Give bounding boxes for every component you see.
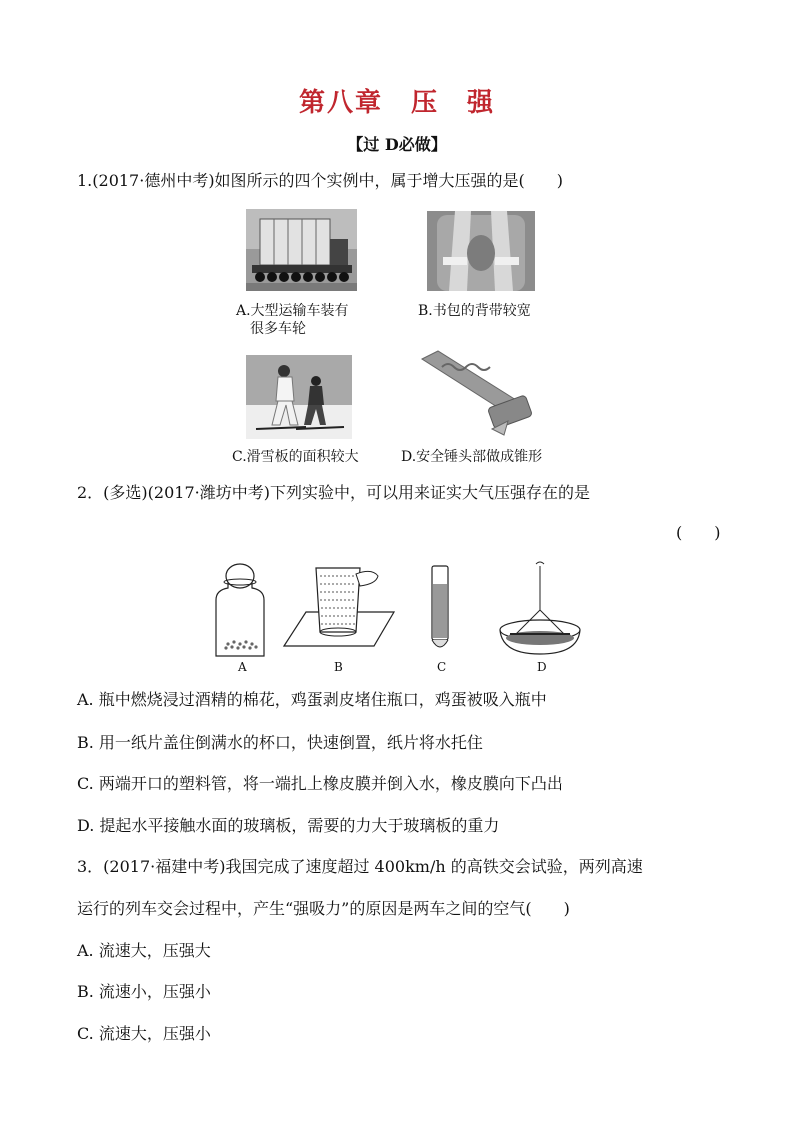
photo-safety-hammer	[412, 349, 540, 439]
q2-experiment-diagram	[210, 560, 590, 660]
section-heading: 【过 D必做】	[347, 135, 447, 154]
q1-caption-a-line1: A.大型运输车装有	[236, 303, 349, 319]
chapter-title: 第八章 压 强	[298, 88, 495, 118]
q2-option-b: B. 用一纸片盖住倒满水的杯口，快速倒置，纸片将水托住	[77, 733, 483, 752]
q2-fig-label-c: C	[437, 660, 447, 674]
q3-option-c: C. 流速大，压强小	[77, 1024, 211, 1043]
q2-fig-label-a: A	[238, 660, 247, 674]
q1-caption-a-line2: 很多车轮	[250, 321, 306, 337]
q1-caption-c: C.滑雪板的面积较大	[232, 449, 359, 465]
q1-stem: 1.(2017·德州中考)如图所示的四个实例中，属于增大压强的是( )	[77, 171, 564, 190]
q2-option-c: C. 两端开口的塑料管，将一端扎上橡皮膜并倒入水，橡皮膜向下凸出	[77, 774, 563, 793]
q3-option-b: B. 流速小，压强小	[77, 982, 211, 1001]
q3-stem-line2: 运行的列车交会过程中，产生“强吸力”的原因是两车之间的空气( )	[77, 899, 570, 918]
q2-answer-bracket: ( )	[676, 523, 721, 542]
q2-fig-label-b: B	[334, 660, 343, 674]
photo-backpack	[427, 211, 535, 291]
photo-skiers	[246, 355, 352, 439]
q3-stem-line1: 3．(2017·福建中考)我国完成了速度超过 400km/h 的高铁交会试验，两列高速	[77, 857, 643, 876]
q2-fig-label-d: D	[537, 660, 547, 674]
photo-transport-truck	[246, 209, 357, 291]
q1-caption-b: B.书包的背带较宽	[418, 303, 531, 319]
q2-stem: 2．(多选)(2017·潍坊中考)下列实验中，可以用来证实大气压强存在的是	[77, 483, 590, 502]
q2-option-d: D. 提起水平接触水面的玻璃板，需要的力大于玻璃板的重力	[77, 816, 500, 835]
q2-option-a: A. 瓶中燃烧浸过酒精的棉花，鸡蛋剥皮堵住瓶口，鸡蛋被吸入瓶中	[77, 690, 547, 709]
q1-caption-d: D.安全锤头部做成锥形	[401, 449, 543, 465]
q3-option-a: A. 流速大，压强大	[77, 941, 211, 960]
